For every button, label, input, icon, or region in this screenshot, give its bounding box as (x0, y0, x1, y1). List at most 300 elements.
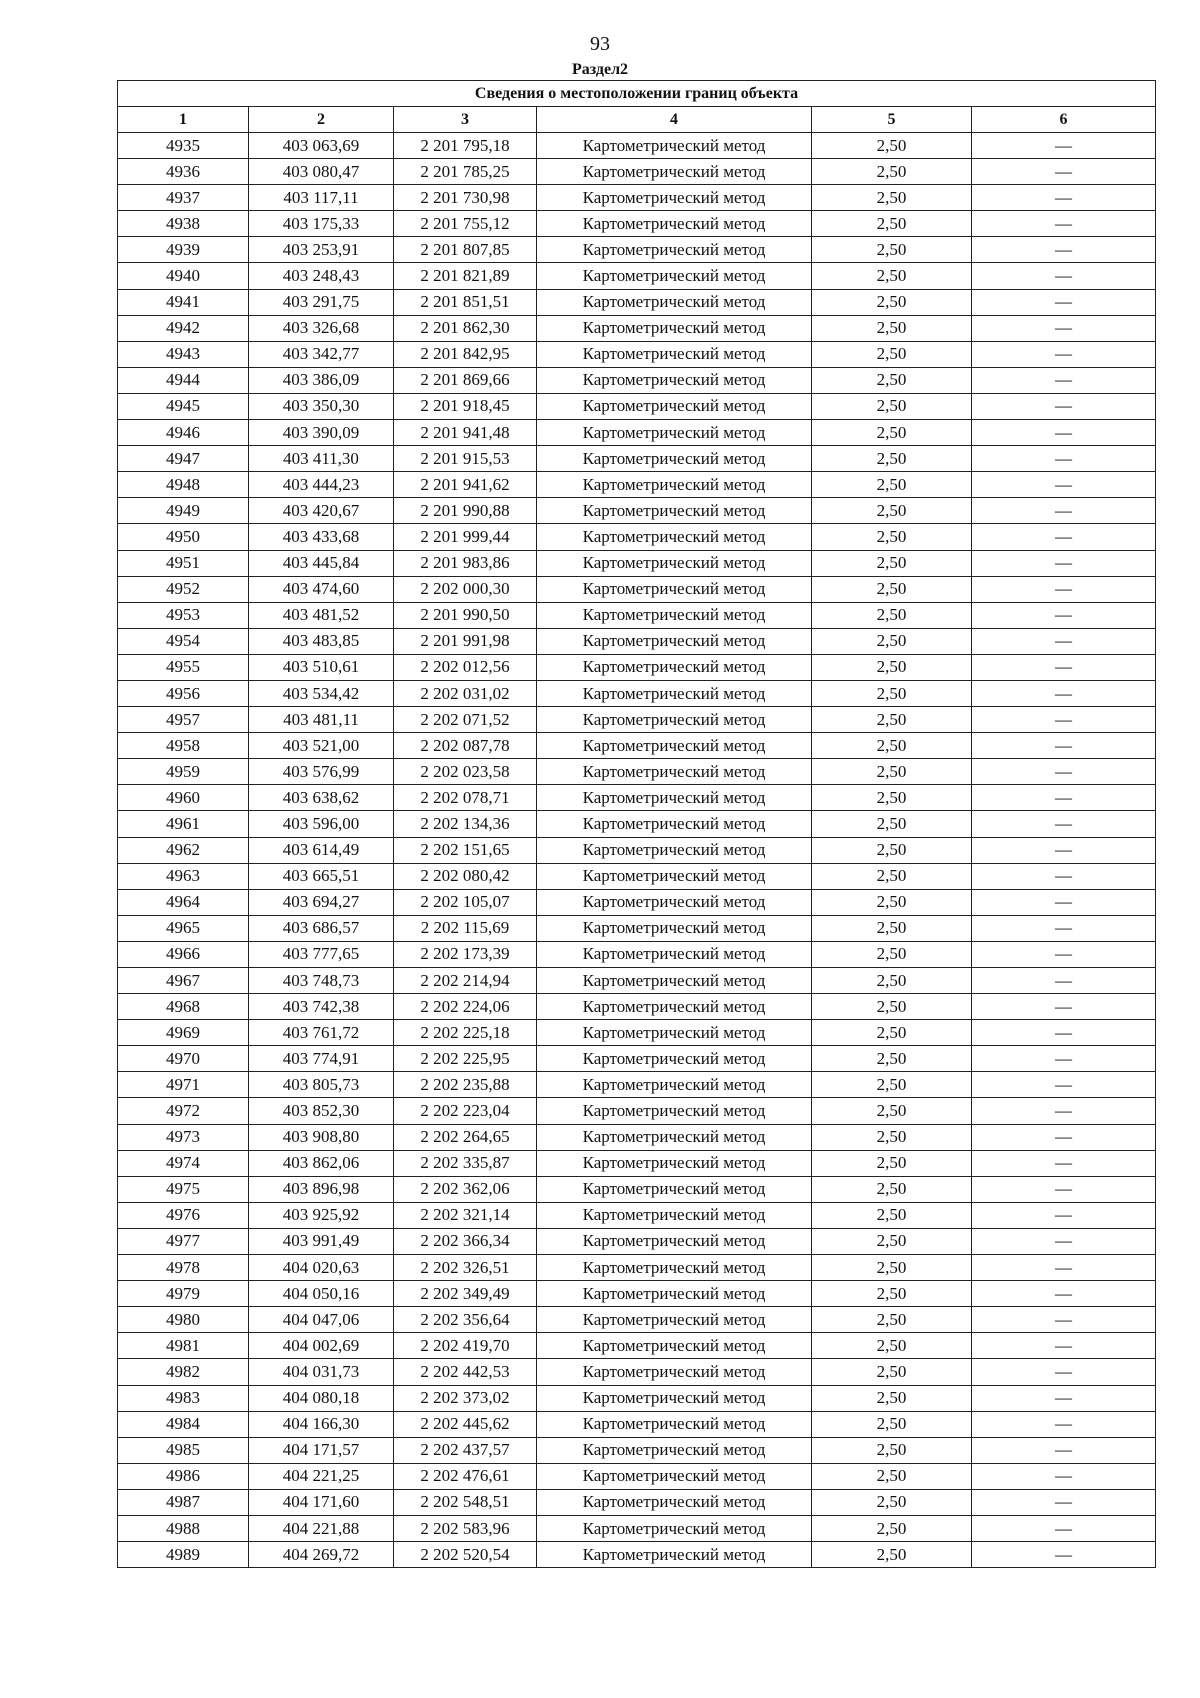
method-cell: Картометрический метод (537, 1281, 812, 1307)
x-coordinate-cell: 404 171,57 (249, 1437, 394, 1463)
y-coordinate-cell: 2 202 349,49 (394, 1281, 537, 1307)
accuracy-cell: 2,50 (812, 446, 972, 472)
table-row (118, 759, 1156, 785)
method-cell: Картометрический метод (537, 524, 812, 550)
accuracy-cell: 2,50 (812, 759, 972, 785)
point-number-cell: 4989 (118, 1542, 249, 1568)
method-cell: Картометрический метод (537, 733, 812, 759)
method-cell: Картометрический метод (537, 1072, 812, 1098)
y-coordinate-cell: 2 202 071,52 (394, 707, 537, 733)
method-cell: Картометрический метод (537, 393, 812, 419)
y-coordinate-cell: 2 202 476,61 (394, 1463, 537, 1489)
method-cell: Картометрический метод (537, 1489, 812, 1515)
note-cell: — (972, 733, 1156, 759)
table-row (118, 811, 1156, 837)
column-header-1: 1 (118, 107, 249, 133)
point-number-cell: 4935 (118, 133, 249, 159)
x-coordinate-cell: 403 390,09 (249, 420, 394, 446)
y-coordinate-cell: 2 201 990,88 (394, 498, 537, 524)
point-number-cell: 4952 (118, 576, 249, 602)
point-number-cell: 4951 (118, 550, 249, 576)
point-number-cell: 4974 (118, 1150, 249, 1176)
table-row (118, 1463, 1156, 1489)
method-cell: Картометрический метод (537, 1385, 812, 1411)
x-coordinate-cell: 403 991,49 (249, 1228, 394, 1254)
method-cell: Картометрический метод (537, 863, 812, 889)
y-coordinate-cell: 2 202 225,95 (394, 1046, 537, 1072)
x-coordinate-cell: 403 420,67 (249, 498, 394, 524)
y-coordinate-cell: 2 202 326,51 (394, 1255, 537, 1281)
table-row (118, 341, 1156, 367)
x-coordinate-cell: 403 175,33 (249, 211, 394, 237)
x-coordinate-cell: 403 596,00 (249, 811, 394, 837)
point-number-cell: 4968 (118, 994, 249, 1020)
accuracy-cell: 2,50 (812, 498, 972, 524)
x-coordinate-cell: 403 411,30 (249, 446, 394, 472)
table-row (118, 498, 1156, 524)
accuracy-cell: 2,50 (812, 576, 972, 602)
method-cell: Картометрический метод (537, 1542, 812, 1568)
table-body (118, 133, 1156, 1568)
table-row (118, 1437, 1156, 1463)
table-row (118, 237, 1156, 263)
table-row (118, 1255, 1156, 1281)
method-cell: Картометрический метод (537, 837, 812, 863)
note-cell: — (972, 1489, 1156, 1515)
table-row (118, 1489, 1156, 1515)
table-row (118, 1411, 1156, 1437)
table-row (118, 1098, 1156, 1124)
note-cell: — (972, 393, 1156, 419)
y-coordinate-cell: 2 202 031,02 (394, 680, 537, 706)
x-coordinate-cell: 403 896,98 (249, 1176, 394, 1202)
y-coordinate-cell: 2 201 821,89 (394, 263, 537, 289)
method-cell: Картометрический метод (537, 1228, 812, 1254)
note-cell: — (972, 1228, 1156, 1254)
point-number-cell: 4937 (118, 185, 249, 211)
point-number-cell: 4955 (118, 654, 249, 680)
x-coordinate-cell: 403 852,30 (249, 1098, 394, 1124)
x-coordinate-cell: 403 433,68 (249, 524, 394, 550)
point-number-cell: 4936 (118, 159, 249, 185)
method-cell: Картометрический метод (537, 367, 812, 393)
y-coordinate-cell: 2 201 990,50 (394, 602, 537, 628)
method-cell: Картометрический метод (537, 1255, 812, 1281)
note-cell: — (972, 1150, 1156, 1176)
point-number-cell: 4945 (118, 393, 249, 419)
point-number-cell: 4943 (118, 341, 249, 367)
note-cell: — (972, 576, 1156, 602)
table-row (118, 393, 1156, 419)
x-coordinate-cell: 403 474,60 (249, 576, 394, 602)
accuracy-cell: 2,50 (812, 472, 972, 498)
page-number: 93 (590, 33, 610, 55)
method-cell: Картометрический метод (537, 1437, 812, 1463)
method-cell: Картометрический метод (537, 654, 812, 680)
table-row (118, 185, 1156, 211)
method-cell: Картометрический метод (537, 315, 812, 341)
point-number-cell: 4969 (118, 1020, 249, 1046)
note-cell: — (972, 498, 1156, 524)
y-coordinate-cell: 2 202 225,18 (394, 1020, 537, 1046)
accuracy-cell: 2,50 (812, 1020, 972, 1046)
table-row (118, 133, 1156, 159)
x-coordinate-cell: 403 444,23 (249, 472, 394, 498)
x-coordinate-cell: 404 050,16 (249, 1281, 394, 1307)
point-number-cell: 4944 (118, 367, 249, 393)
note-cell: — (972, 759, 1156, 785)
note-cell: — (972, 602, 1156, 628)
x-coordinate-cell: 403 805,73 (249, 1072, 394, 1098)
table-row (118, 680, 1156, 706)
accuracy-cell: 2,50 (812, 1489, 972, 1515)
y-coordinate-cell: 2 202 419,70 (394, 1333, 537, 1359)
point-number-cell: 4982 (118, 1359, 249, 1385)
note-cell: — (972, 237, 1156, 263)
method-cell: Картометрический метод (537, 889, 812, 915)
x-coordinate-cell: 404 166,30 (249, 1411, 394, 1437)
accuracy-cell: 2,50 (812, 680, 972, 706)
y-coordinate-cell: 2 202 321,14 (394, 1202, 537, 1228)
point-number-cell: 4946 (118, 420, 249, 446)
column-header-6: 6 (972, 107, 1156, 133)
accuracy-cell: 2,50 (812, 628, 972, 654)
method-cell: Картометрический метод (537, 576, 812, 602)
point-number-cell: 4956 (118, 680, 249, 706)
y-coordinate-cell: 2 202 445,62 (394, 1411, 537, 1437)
x-coordinate-cell: 403 386,09 (249, 367, 394, 393)
point-number-cell: 4985 (118, 1437, 249, 1463)
point-number-cell: 4940 (118, 263, 249, 289)
method-cell: Картометрический метод (537, 1515, 812, 1541)
accuracy-cell: 2,50 (812, 211, 972, 237)
x-coordinate-cell: 403 481,52 (249, 602, 394, 628)
note-cell: — (972, 1307, 1156, 1333)
method-cell: Картометрический метод (537, 1176, 812, 1202)
x-coordinate-cell: 403 291,75 (249, 289, 394, 315)
note-cell: — (972, 628, 1156, 654)
y-coordinate-cell: 2 201 983,86 (394, 550, 537, 576)
point-number-cell: 4977 (118, 1228, 249, 1254)
x-coordinate-cell: 403 925,92 (249, 1202, 394, 1228)
note-cell: — (972, 1072, 1156, 1098)
accuracy-cell: 2,50 (812, 941, 972, 967)
y-coordinate-cell: 2 201 851,51 (394, 289, 537, 315)
accuracy-cell: 2,50 (812, 733, 972, 759)
x-coordinate-cell: 403 350,30 (249, 393, 394, 419)
point-number-cell: 4972 (118, 1098, 249, 1124)
note-cell: — (972, 341, 1156, 367)
accuracy-cell: 2,50 (812, 915, 972, 941)
y-coordinate-cell: 2 202 520,54 (394, 1542, 537, 1568)
note-cell: — (972, 1098, 1156, 1124)
x-coordinate-cell: 403 326,68 (249, 315, 394, 341)
table-row (118, 1150, 1156, 1176)
accuracy-cell: 2,50 (812, 1202, 972, 1228)
x-coordinate-cell: 404 171,60 (249, 1489, 394, 1515)
method-cell: Картометрический метод (537, 1202, 812, 1228)
method-cell: Картометрический метод (537, 707, 812, 733)
y-coordinate-cell: 2 201 991,98 (394, 628, 537, 654)
point-number-cell: 4962 (118, 837, 249, 863)
accuracy-cell: 2,50 (812, 1176, 972, 1202)
note-cell: — (972, 133, 1156, 159)
method-cell: Картометрический метод (537, 472, 812, 498)
note-cell: — (972, 472, 1156, 498)
method-cell: Картометрический метод (537, 446, 812, 472)
y-coordinate-cell: 2 201 807,85 (394, 237, 537, 263)
x-coordinate-cell: 404 269,72 (249, 1542, 394, 1568)
x-coordinate-cell: 403 483,85 (249, 628, 394, 654)
note-cell: — (972, 1437, 1156, 1463)
x-coordinate-cell: 403 742,38 (249, 994, 394, 1020)
y-coordinate-cell: 2 202 023,58 (394, 759, 537, 785)
note-cell: — (972, 289, 1156, 315)
y-coordinate-cell: 2 202 224,06 (394, 994, 537, 1020)
method-cell: Картометрический метод (537, 1020, 812, 1046)
point-number-cell: 4967 (118, 968, 249, 994)
note-cell: — (972, 420, 1156, 446)
y-coordinate-cell: 2 201 941,62 (394, 472, 537, 498)
accuracy-cell: 2,50 (812, 263, 972, 289)
y-coordinate-cell: 2 201 915,53 (394, 446, 537, 472)
accuracy-cell: 2,50 (812, 1333, 972, 1359)
accuracy-cell: 2,50 (812, 994, 972, 1020)
method-cell: Картометрический метод (537, 133, 812, 159)
y-coordinate-cell: 2 202 012,56 (394, 654, 537, 680)
method-cell: Картометрический метод (537, 211, 812, 237)
point-number-cell: 4950 (118, 524, 249, 550)
note-cell: — (972, 915, 1156, 941)
point-number-cell: 4958 (118, 733, 249, 759)
accuracy-cell: 2,50 (812, 785, 972, 811)
table-row (118, 289, 1156, 315)
table-row (118, 785, 1156, 811)
y-coordinate-cell: 2 202 437,57 (394, 1437, 537, 1463)
table-row (118, 1307, 1156, 1333)
point-number-cell: 4975 (118, 1176, 249, 1202)
point-number-cell: 4948 (118, 472, 249, 498)
y-coordinate-cell: 2 201 842,95 (394, 341, 537, 367)
accuracy-cell: 2,50 (812, 837, 972, 863)
accuracy-cell: 2,50 (812, 341, 972, 367)
method-cell: Картометрический метод (537, 289, 812, 315)
x-coordinate-cell: 403 614,49 (249, 837, 394, 863)
x-coordinate-cell: 404 221,88 (249, 1515, 394, 1541)
note-cell: — (972, 1124, 1156, 1150)
accuracy-cell: 2,50 (812, 1515, 972, 1541)
x-coordinate-cell: 403 761,72 (249, 1020, 394, 1046)
point-number-cell: 4942 (118, 315, 249, 341)
point-number-cell: 4963 (118, 863, 249, 889)
table-row (118, 159, 1156, 185)
table-row (118, 994, 1156, 1020)
point-number-cell: 4976 (118, 1202, 249, 1228)
method-cell: Картометрический метод (537, 785, 812, 811)
table-row (118, 367, 1156, 393)
column-header-row (118, 107, 1156, 133)
accuracy-cell: 2,50 (812, 393, 972, 419)
method-cell: Картометрический метод (537, 237, 812, 263)
x-coordinate-cell: 404 080,18 (249, 1385, 394, 1411)
point-number-cell: 4983 (118, 1385, 249, 1411)
table-row (118, 1359, 1156, 1385)
table-row (118, 1385, 1156, 1411)
x-coordinate-cell: 403 510,61 (249, 654, 394, 680)
point-number-cell: 4981 (118, 1333, 249, 1359)
method-cell: Картометрический метод (537, 1333, 812, 1359)
x-coordinate-cell: 403 777,65 (249, 941, 394, 967)
table-row (118, 733, 1156, 759)
table-row (118, 602, 1156, 628)
y-coordinate-cell: 2 202 366,34 (394, 1228, 537, 1254)
table-row (118, 524, 1156, 550)
table-row (118, 1281, 1156, 1307)
accuracy-cell: 2,50 (812, 863, 972, 889)
accuracy-cell: 2,50 (812, 1228, 972, 1254)
table-row (118, 1072, 1156, 1098)
table-row (118, 837, 1156, 863)
note-cell: — (972, 654, 1156, 680)
point-number-cell: 4960 (118, 785, 249, 811)
note-cell: — (972, 1542, 1156, 1568)
accuracy-cell: 2,50 (812, 1385, 972, 1411)
table-row (118, 915, 1156, 941)
method-cell: Картометрический метод (537, 159, 812, 185)
x-coordinate-cell: 403 342,77 (249, 341, 394, 367)
method-cell: Картометрический метод (537, 550, 812, 576)
table-row (118, 446, 1156, 472)
x-coordinate-cell: 403 063,69 (249, 133, 394, 159)
point-number-cell: 4980 (118, 1307, 249, 1333)
point-number-cell: 4953 (118, 602, 249, 628)
x-coordinate-cell: 404 002,69 (249, 1333, 394, 1359)
accuracy-cell: 2,50 (812, 602, 972, 628)
accuracy-cell: 2,50 (812, 1072, 972, 1098)
x-coordinate-cell: 403 481,11 (249, 707, 394, 733)
x-coordinate-cell: 403 748,73 (249, 968, 394, 994)
y-coordinate-cell: 2 202 000,30 (394, 576, 537, 602)
note-cell: — (972, 1515, 1156, 1541)
accuracy-cell: 2,50 (812, 1150, 972, 1176)
x-coordinate-cell: 403 080,47 (249, 159, 394, 185)
accuracy-cell: 2,50 (812, 1437, 972, 1463)
accuracy-cell: 2,50 (812, 1281, 972, 1307)
column-header-2: 2 (249, 107, 394, 133)
y-coordinate-cell: 2 201 918,45 (394, 393, 537, 419)
y-coordinate-cell: 2 202 151,65 (394, 837, 537, 863)
accuracy-cell: 2,50 (812, 707, 972, 733)
table-row (118, 315, 1156, 341)
accuracy-cell: 2,50 (812, 1255, 972, 1281)
y-coordinate-cell: 2 202 442,53 (394, 1359, 537, 1385)
note-cell: — (972, 1411, 1156, 1437)
note-cell: — (972, 1255, 1156, 1281)
y-coordinate-cell: 2 201 785,25 (394, 159, 537, 185)
point-number-cell: 4973 (118, 1124, 249, 1150)
note-cell: — (972, 863, 1156, 889)
point-number-cell: 4979 (118, 1281, 249, 1307)
point-number-cell: 4965 (118, 915, 249, 941)
y-coordinate-cell: 2 202 335,87 (394, 1150, 537, 1176)
method-cell: Картометрический метод (537, 1124, 812, 1150)
x-coordinate-cell: 404 221,25 (249, 1463, 394, 1489)
x-coordinate-cell: 403 908,80 (249, 1124, 394, 1150)
accuracy-cell: 2,50 (812, 367, 972, 393)
y-coordinate-cell: 2 202 373,02 (394, 1385, 537, 1411)
point-number-cell: 4964 (118, 889, 249, 915)
note-cell: — (972, 1046, 1156, 1072)
method-cell: Картометрический метод (537, 602, 812, 628)
point-number-cell: 4966 (118, 941, 249, 967)
table-row (118, 576, 1156, 602)
note-cell: — (972, 211, 1156, 237)
table-row (118, 628, 1156, 654)
method-cell: Картометрический метод (537, 1098, 812, 1124)
point-number-cell: 4954 (118, 628, 249, 654)
point-number-cell: 4978 (118, 1255, 249, 1281)
note-cell: — (972, 1463, 1156, 1489)
x-coordinate-cell: 403 576,99 (249, 759, 394, 785)
method-cell: Картометрический метод (537, 994, 812, 1020)
note-cell: — (972, 550, 1156, 576)
accuracy-cell: 2,50 (812, 185, 972, 211)
note-cell: — (972, 1333, 1156, 1359)
accuracy-cell: 2,50 (812, 1359, 972, 1385)
x-coordinate-cell: 403 445,84 (249, 550, 394, 576)
y-coordinate-cell: 2 202 105,07 (394, 889, 537, 915)
table-row (118, 941, 1156, 967)
accuracy-cell: 2,50 (812, 1411, 972, 1437)
table-row (118, 472, 1156, 498)
y-coordinate-cell: 2 202 080,42 (394, 863, 537, 889)
y-coordinate-cell: 2 202 264,65 (394, 1124, 537, 1150)
y-coordinate-cell: 2 201 999,44 (394, 524, 537, 550)
y-coordinate-cell: 2 202 078,71 (394, 785, 537, 811)
table-row (118, 1124, 1156, 1150)
point-number-cell: 4949 (118, 498, 249, 524)
x-coordinate-cell: 404 047,06 (249, 1307, 394, 1333)
table-row (118, 1542, 1156, 1568)
note-cell: — (972, 263, 1156, 289)
method-cell: Картометрический метод (537, 263, 812, 289)
x-coordinate-cell: 403 665,51 (249, 863, 394, 889)
section-label: Раздел2 (571, 61, 629, 78)
method-cell: Картометрический метод (537, 1150, 812, 1176)
y-coordinate-cell: 2 202 583,96 (394, 1515, 537, 1541)
table-row (118, 707, 1156, 733)
accuracy-cell: 2,50 (812, 315, 972, 341)
table-row (118, 889, 1156, 915)
accuracy-cell: 2,50 (812, 1098, 972, 1124)
accuracy-cell: 2,50 (812, 968, 972, 994)
table-row (118, 1046, 1156, 1072)
note-cell: — (972, 680, 1156, 706)
table-title: Сведения о местоположении границ объекта (118, 81, 1156, 107)
y-coordinate-cell: 2 202 356,64 (394, 1307, 537, 1333)
accuracy-cell: 2,50 (812, 889, 972, 915)
method-cell: Картометрический метод (537, 915, 812, 941)
y-coordinate-cell: 2 202 134,36 (394, 811, 537, 837)
point-number-cell: 4986 (118, 1463, 249, 1489)
method-cell: Картометрический метод (537, 1046, 812, 1072)
column-header-3: 3 (394, 107, 537, 133)
note-cell: — (972, 315, 1156, 341)
table-head (118, 81, 1156, 133)
note-cell: — (972, 1281, 1156, 1307)
point-number-cell: 4987 (118, 1489, 249, 1515)
table-title-row (118, 81, 1156, 107)
